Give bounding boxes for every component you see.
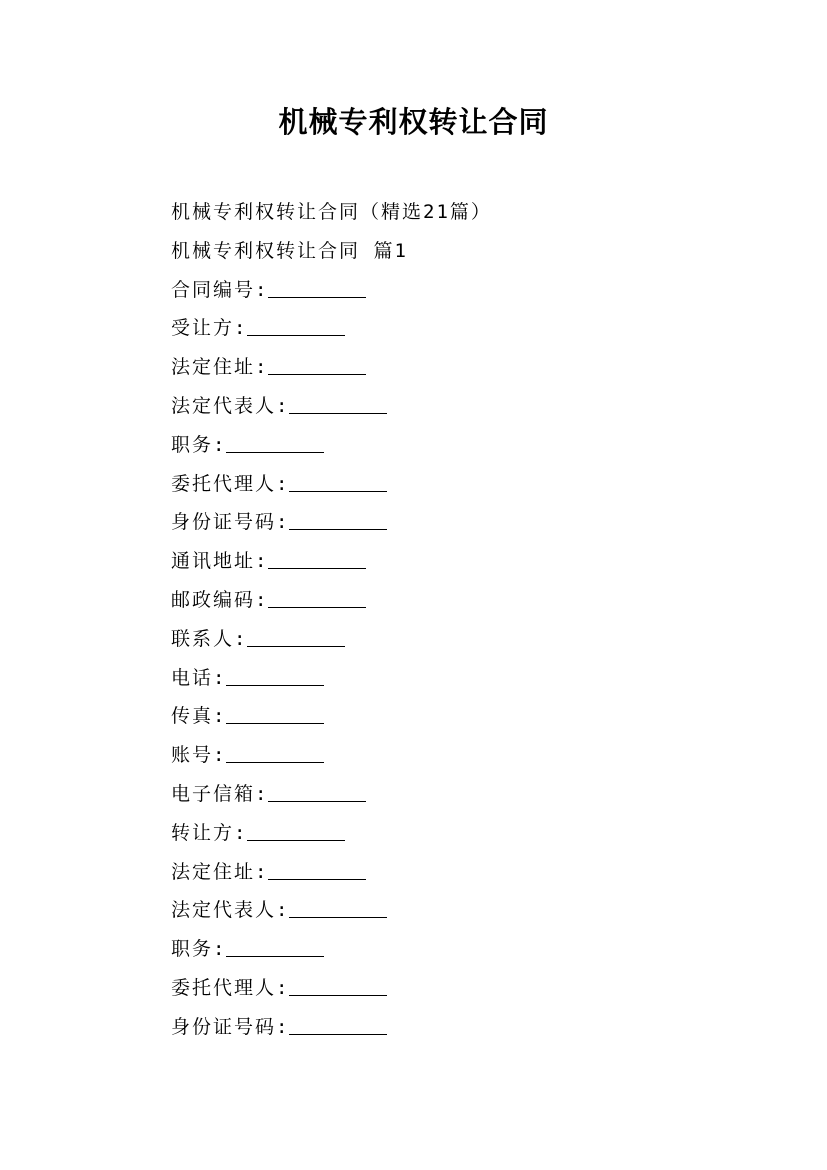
fill-in-blank (268, 296, 366, 298)
fill-in-blank (268, 373, 366, 375)
form-field-line (171, 659, 791, 698)
fill-in-blank (268, 567, 366, 569)
fill-in-blank (268, 800, 366, 802)
field-label: 职务: (171, 938, 227, 961)
field-label: 职务: (171, 433, 227, 456)
fill-in-blank (226, 451, 324, 453)
fill-in-blank (289, 916, 387, 918)
fill-in-blank (289, 412, 387, 414)
field-label: 法定代表人: (171, 899, 290, 922)
field-label: 委托代理人: (171, 976, 290, 999)
form-field-line (171, 930, 791, 969)
fill-in-blank (226, 722, 324, 724)
fill-in-blank (268, 878, 366, 880)
form-field-line (171, 853, 791, 892)
fill-in-blank (226, 684, 324, 686)
fill-in-blank (268, 606, 366, 608)
heading-line (171, 193, 791, 232)
field-label: 法定代表人: (171, 394, 290, 417)
form-field-line (171, 503, 791, 542)
form-field-line (171, 271, 791, 310)
form-field-line (171, 620, 791, 659)
form-field-line (171, 697, 791, 736)
form-field-line (171, 542, 791, 581)
fill-in-blank (289, 1033, 387, 1035)
heading-text: 机械专利权转让合同 篇1 (171, 239, 408, 262)
field-label: 身份证号码: (171, 1015, 290, 1038)
field-label: 账号: (171, 744, 227, 767)
field-label: 委托代理人: (171, 472, 290, 495)
fill-in-blank (289, 528, 387, 530)
document-title: 机械专利权转让合同 (278, 105, 549, 139)
form-field-line (171, 426, 791, 465)
fill-in-blank (289, 490, 387, 492)
form-field-line (171, 465, 791, 504)
heading-text: 机械专利权转让合同（精选21篇） (171, 201, 492, 223)
fill-in-blank (247, 334, 345, 336)
fill-in-blank (226, 761, 324, 763)
form-field-line (171, 348, 791, 387)
field-label: 合同编号: (171, 278, 269, 301)
field-label: 转让方: (171, 821, 248, 844)
fill-in-blank (247, 645, 345, 647)
form-field-line (171, 969, 791, 1008)
field-label: 传真: (171, 705, 227, 728)
form-field-line (171, 775, 791, 814)
field-label: 法定住址: (171, 860, 269, 883)
form-field-line (171, 581, 791, 620)
heading-line (171, 232, 791, 271)
form-field-line (171, 891, 791, 930)
field-label: 受让方: (171, 317, 248, 340)
form-field-line (171, 736, 791, 775)
field-label: 电子信箱: (171, 782, 269, 805)
field-label: 通讯地址: (171, 550, 269, 573)
fill-in-blank (226, 955, 324, 957)
form-field-line (171, 309, 791, 348)
field-label: 电话: (171, 666, 227, 689)
field-label: 邮政编码: (171, 588, 269, 611)
fill-in-blank (247, 839, 345, 841)
form-field-line (171, 1008, 791, 1047)
document-body (171, 193, 791, 1047)
field-label: 联系人: (171, 627, 248, 650)
fill-in-blank (289, 994, 387, 996)
form-field-line (171, 387, 791, 426)
form-field-line (171, 814, 791, 853)
field-label: 身份证号码: (171, 511, 290, 534)
field-label: 法定住址: (171, 356, 269, 379)
